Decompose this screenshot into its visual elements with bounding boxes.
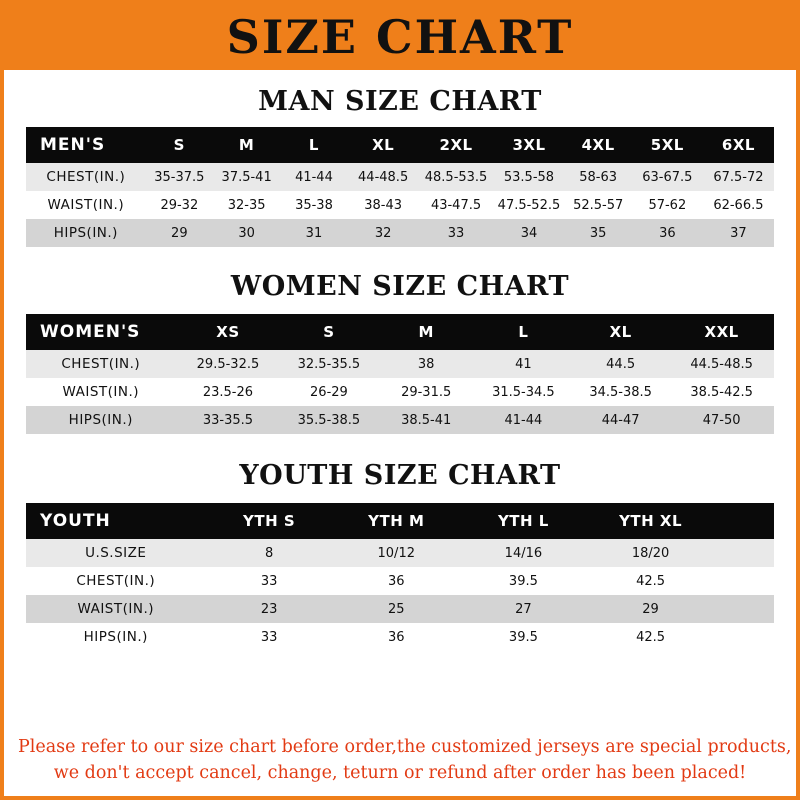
women-header-cell: WOMEN'S [26,314,176,350]
youth-cell: 39.5 [460,567,587,595]
table-row [26,539,774,567]
table-row [26,219,774,247]
youth-cell: 8 [206,539,333,567]
men-cell: 41-44 [280,163,347,191]
women-header-cell: L [475,314,572,350]
table-row [26,378,774,406]
women-header-cell: S [280,314,377,350]
youth-cell: 27 [460,595,587,623]
youth-row-label: CHEST(IN.) [26,567,206,595]
men-row-label: CHEST(IN.) [26,163,146,191]
men-header-cell: MEN'S [26,127,146,163]
women-section-title: WOMEN SIZE CHART [230,271,570,302]
youth-row-label: U.S.SIZE [26,539,206,567]
women-cell: 29-31.5 [378,378,475,406]
men-cell: 62-66.5 [703,191,774,219]
youth-header-cell: YTH L [460,503,587,539]
page-banner [4,4,796,70]
youth-header-cell: YTH M [333,503,460,539]
youth-header-cell: YTH XL [587,503,714,539]
table-header-row [26,127,774,163]
table-row [26,350,774,378]
women-cell: 33-35.5 [176,406,281,434]
women-row-label: HIPS(IN.) [26,406,176,434]
women-cell: 38.5-42.5 [669,378,774,406]
women-size-table [26,314,774,434]
men-cell: 35-38 [280,191,347,219]
men-cell: 53.5-58 [493,163,564,191]
women-cell: 41-44 [475,406,572,434]
women-cell: 31.5-34.5 [475,378,572,406]
women-header-cell: XS [176,314,281,350]
women-cell: 44.5-48.5 [669,350,774,378]
youth-cell-spacer [714,623,774,651]
women-header-cell: XL [572,314,669,350]
youth-cell-spacer [714,567,774,595]
men-cell: 44-48.5 [348,163,419,191]
men-header-cell: 3XL [493,127,564,163]
men-section-title: MAN SIZE CHART [258,86,542,117]
men-cell: 30 [213,219,280,247]
women-cell: 38.5-41 [378,406,475,434]
men-cell: 35-37.5 [146,163,213,191]
men-cell: 32 [348,219,419,247]
men-cell: 32-35 [213,191,280,219]
men-header-cell: XL [348,127,419,163]
chart-content [4,86,796,651]
youth-cell: 42.5 [587,567,714,595]
men-cell: 29 [146,219,213,247]
men-cell: 33 [419,219,494,247]
men-cell: 37.5-41 [213,163,280,191]
women-row-label: WAIST(IN.) [26,378,176,406]
men-cell: 35 [565,219,632,247]
women-header-cell: M [378,314,475,350]
men-cell: 67.5-72 [703,163,774,191]
men-row-label: WAIST(IN.) [26,191,146,219]
men-cell: 48.5-53.5 [419,163,494,191]
table-row [26,623,774,651]
youth-section-title: YOUTH SIZE CHART [239,460,561,491]
women-cell: 26-29 [280,378,377,406]
men-cell: 43-47.5 [419,191,494,219]
youth-cell: 36 [333,567,460,595]
men-cell: 63-67.5 [632,163,703,191]
youth-header-spacer [714,503,774,539]
youth-cell: 42.5 [587,623,714,651]
women-cell: 35.5-38.5 [280,406,377,434]
men-cell: 29-32 [146,191,213,219]
youth-row-label: WAIST(IN.) [26,595,206,623]
women-cell: 47-50 [669,406,774,434]
order-policy-line-2: we don't accept cancel, change, teturn or refund after order has been placed! [53,762,747,783]
men-header-cell: 4XL [565,127,632,163]
men-cell: 37 [703,219,774,247]
youth-cell: 25 [333,595,460,623]
table-row [26,567,774,595]
youth-cell: 33 [206,623,333,651]
men-cell: 52.5-57 [565,191,632,219]
men-cell: 38-43 [348,191,419,219]
men-cell: 58-63 [565,163,632,191]
youth-cell: 39.5 [460,623,587,651]
men-header-cell: 2XL [419,127,494,163]
men-cell: 31 [280,219,347,247]
table-row [26,595,774,623]
youth-size-table [26,503,774,651]
youth-cell: 29 [587,595,714,623]
men-header-cell: L [280,127,347,163]
men-header-cell: 5XL [632,127,703,163]
women-cell: 44.5 [572,350,669,378]
youth-cell-spacer [714,595,774,623]
youth-cell: 14/16 [460,539,587,567]
men-row-label: HIPS(IN.) [26,219,146,247]
youth-header-cell: YTH S [206,503,333,539]
women-cell: 23.5-26 [176,378,281,406]
youth-cell: 23 [206,595,333,623]
table-row [26,191,774,219]
women-cell: 32.5-35.5 [280,350,377,378]
table-row [26,406,774,434]
men-cell: 34 [493,219,564,247]
women-row-label: CHEST(IN.) [26,350,176,378]
women-cell: 38 [378,350,475,378]
order-policy-line-1: Please refer to our size chart before order,the customized jerseys are special products, [18,737,792,758]
youth-cell: 33 [206,567,333,595]
women-cell: 41 [475,350,572,378]
men-header-cell: S [146,127,213,163]
youth-cell: 18/20 [587,539,714,567]
youth-cell: 10/12 [333,539,460,567]
youth-cell: 36 [333,623,460,651]
women-cell: 34.5-38.5 [572,378,669,406]
youth-row-label: HIPS(IN.) [26,623,206,651]
table-header-row [26,314,774,350]
page-title: SIZE CHART [226,10,574,64]
women-header-cell: XXL [669,314,774,350]
youth-cell-spacer [714,539,774,567]
men-cell: 36 [632,219,703,247]
men-header-cell: M [213,127,280,163]
men-cell: 47.5-52.5 [493,191,564,219]
men-header-cell: 6XL [703,127,774,163]
order-policy-note [4,735,796,786]
women-cell: 29.5-32.5 [176,350,281,378]
men-cell: 57-62 [632,191,703,219]
women-cell: 44-47 [572,406,669,434]
table-header-row [26,503,774,539]
youth-header-cell: YOUTH [26,503,206,539]
men-size-table [26,127,774,247]
table-row [26,163,774,191]
